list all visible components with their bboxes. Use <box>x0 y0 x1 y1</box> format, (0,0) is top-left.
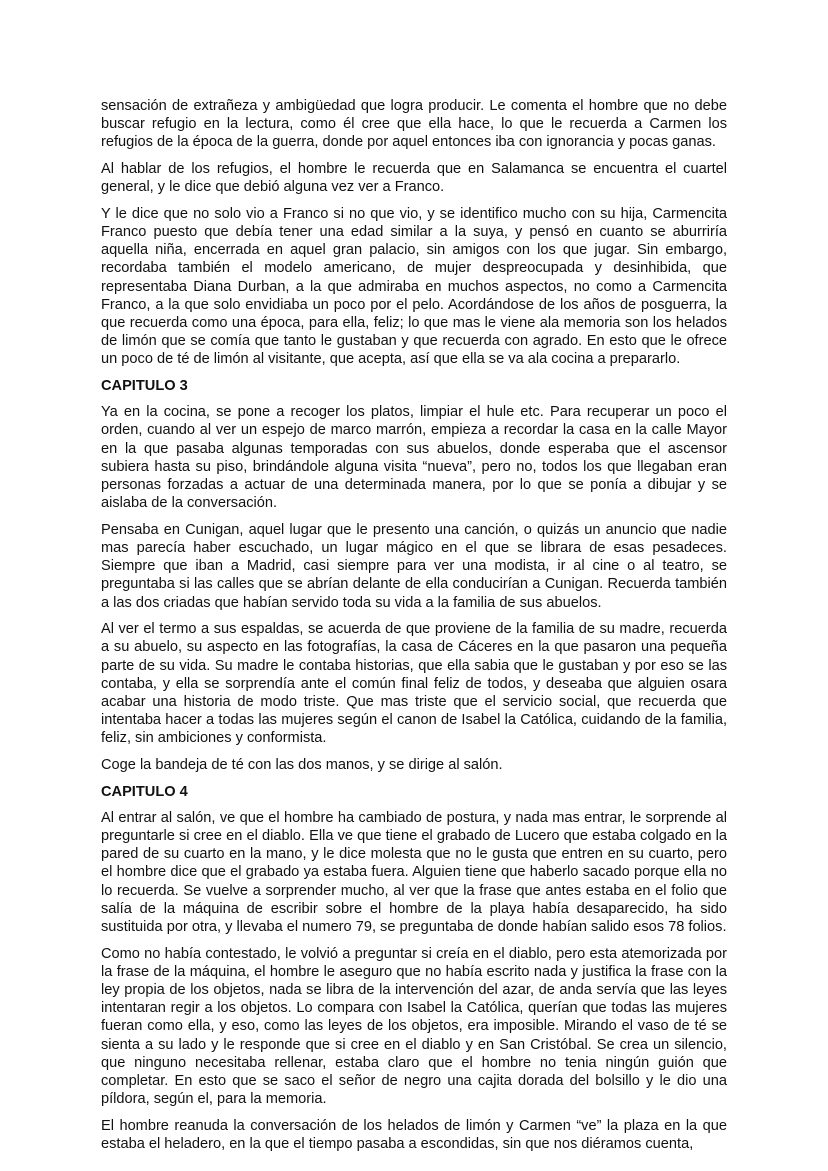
paragraph: Pensaba en Cunigan, aquel lugar que le presento una canción, o quizás un anuncio que nadie mas parecía haber escuchado, un lugar mágico en el que se librara de esas pesadeces. Siempre que iban a Madrid, casi siempre para ver una modista, ir al cine o al teatro, se preguntaba si las calles que se abrían delante de ella conducirían a Cunigan. Recuerda también a las dos criadas que habían servido toda su vida a la familia de sus abuelos. <box>101 521 727 611</box>
document-page <box>101 97 727 1162</box>
chapter-heading: CAPITULO 3 <box>101 378 188 395</box>
paragraph: sensación de extrañeza y ambigüedad que logra producir. Le comenta el hombre que no debe buscar refugio en la lectura, como él cree que ella hace, lo que le recuerda a Carmen los refugios de la época de la guerra, donde por aquel entonces iba con ignorancia y pocas ganas. <box>101 98 727 151</box>
paragraph: Al entrar al salón, ve que el hombre ha cambiado de postura, y nada mas entrar, le sorprende al preguntarle si cree en el diablo. Ella ve que tiene el grabado de Lucero que estaba colgado en la pared de su cuarto en la mano, y le dice molesta que no le gusta que entren en su cuarto, pero el hombre dice que el grabado ya estaba fuera. Alguien tiene que haberlo sacado porque ella no lo recuerda. Se vuelve a sorprender mucho, al ver que la frase que antes estaba en el folio que salía de la máquina de escribir sobre el hombre de la playa había desaparecido, ha sido sustituida por otra, y llevaba el numero 79, se preguntaba de donde habían salido esos 78 folios. <box>101 809 727 936</box>
chapter-heading: CAPITULO 4 <box>101 783 188 800</box>
paragraph: Al ver el termo a sus espaldas, se acuerda de que proviene de la familia de su madre, recuerda a su abuelo, su aspecto en las fotografías, la casa de Cáceres en la que pasaron una pequeña parte de su vida. Su madre le contaba historias, que ella sabia que le gustaban y por eso se las contaba, y ella se sorprendía ante el común final feliz de todos, y deseaba que alguien osara acabar una historia de modo triste. Que mas triste que el servicio social, que recuerda que intentaba hacer a todas las mujeres según el canon de Isabel la Católica, cuidando de la familia, feliz, sin ambiciones y conformista. <box>101 621 727 747</box>
paragraph: Al hablar de los refugios, el hombre le recuerda que en Salamanca se encuentra el cuartel general, y le dice que debió alguna vez ver a Franco. <box>101 161 727 196</box>
paragraph: Como no había contestado, le volvió a preguntar si creía en el diablo, pero esta atemorizada por la frase de la máquina, el hombre le aseguro que no había escrito nada y justifica la frase con la ley propia de los objetos, nada se libra de la intervención del azar, de anda servía que las leyes intentaran regir a los objetos. Lo compara con Isabel la Católica, querían que todas las mujeres fueran como ella, y eso, como las leyes de los objetos, era imposible. Mirando el vaso de té se sienta a su lado y le responde que si cree en el diablo y en San Cristóbal. Se crea un silencio, que ninguno necesitaba rellenar, estaba claro que el hombre no tenia ningún guión que completar. En esto que se saco el señor de negro una cajita dorada del bolsillo y le dio una píldora, según el, para la memoria. <box>101 945 727 1108</box>
paragraph: El hombre reanuda la conversación de los helados de limón y Carmen “ve” la plaza en la que estaba el heladero, en la que el tiempo pasaba a escondidas, sin que nos diéramos cuenta, <box>101 1117 727 1153</box>
paragraph: Ya en la cocina, se pone a recoger los platos, limpiar el hule etc. Para recuperar un poco el orden, cuando al ver un espejo de marco marrón, empieza a recordar la casa en la calle Mayor en la que pasaba algunas temporadas con sus abuelos, donde esperaba que el ascensor subiera hasta su piso, brindándole alguna visita “nueva”, pero no, todos los que llegaban eran personas forzadas a actuar de una determinada manera, por lo que se ponía a dibujar y se aislaba de la conversación. <box>101 404 727 512</box>
paragraph: Coge la bandeja de té con las dos manos, y se dirige al salón. <box>101 757 503 774</box>
paragraph: Y le dice que no solo vio a Franco si no que vio, y se identifico mucho con su hija, Carmencita Franco puesto que debía tener una edad similar a la suya, y pensó en cuanto se aburriría aquella niña, encerrada en aquel gran palacio, sin amigos con los que jugar. Sin embargo, recordaba también el modelo americano, de mujer despreocupada y desinhibida, que representaba Diana Durban, a la que admiraba en muchos aspectos, no como a Carmencita Franco, a la que solo envidiaba un poco por el pelo. Acordándose de los años de posguerra, la que recuerda como una época, para ella, feliz; lo que mas le viene ala memoria son los helados de limón que se comía que tanto le gustaban y que recuerda con agrado. En esto que le ofrece un poco de té de limón al visitante, que acepta, así que ella se va ala cocina a prepararlo. <box>101 205 727 368</box>
